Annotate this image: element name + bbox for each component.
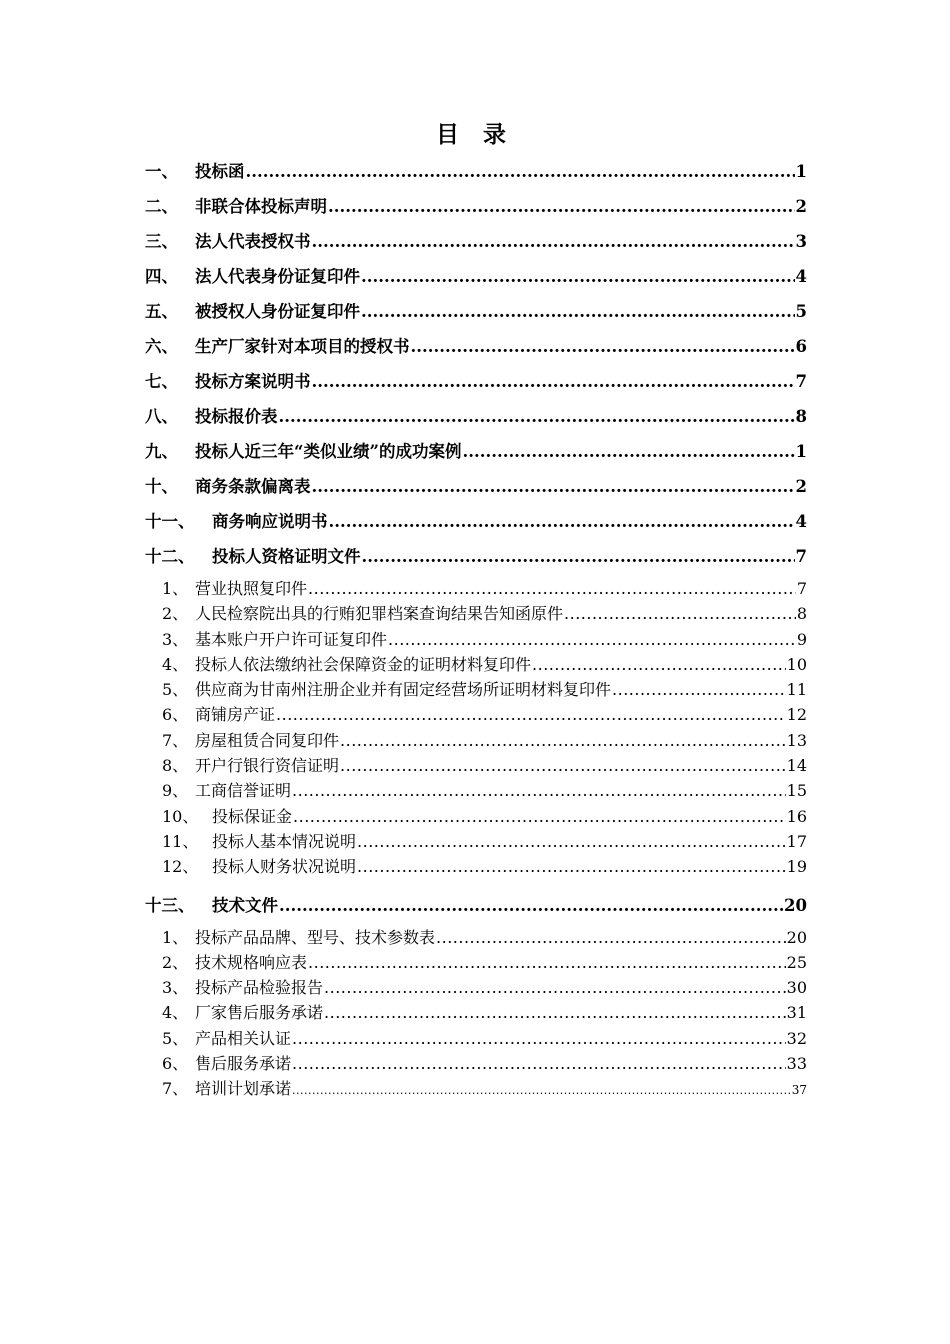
dot-leader [328,189,795,224]
dot-leader [279,399,795,434]
entry-label: 投标人近三年“类似业绩”的成功案例 [195,442,462,461]
subentry-page: 12 [786,705,807,725]
dot-leader [340,753,786,778]
dot-leader [292,1051,786,1076]
entry-number: 八、 [145,407,178,426]
subentry-page: 10 [786,654,807,674]
toc-entry-3[interactable] [145,224,807,259]
subentry-label: 房屋租赁合同复印件 [195,730,340,750]
toc-entry-4[interactable] [145,259,807,294]
toc-subentry-13-6[interactable] [145,1051,807,1076]
toc-entry-5[interactable] [145,294,807,329]
subentry-page: 17 [786,831,807,851]
dot-leader [564,601,796,626]
toc-entry-7[interactable] [145,364,807,399]
dot-leader [462,434,794,469]
subentry-page: 33 [786,1054,807,1074]
toc-subentry-12-4[interactable] [145,652,807,677]
entry-label: 投标人资格证明文件 [212,547,361,566]
toc-entry-6[interactable] [145,329,807,364]
page-title: 目 录 [435,121,514,148]
entry-page: 5 [795,302,807,321]
entry-number: 七、 [145,372,178,391]
subentry-label: 厂家售后服务承诺 [195,1003,324,1023]
dot-leader [340,728,786,753]
toc-subentry-13-3[interactable] [145,975,807,1000]
toc-subentry-12-11[interactable] [145,829,807,854]
subentry-page: 11 [786,680,807,700]
toc-subentry-12-6[interactable] [145,702,807,727]
entry-number: 二、 [145,197,178,216]
toc-entry-2[interactable] [145,189,807,224]
subentry-page: 20 [786,927,807,947]
dot-leader [532,652,786,677]
dot-leader [246,154,795,189]
dot-leader [279,888,783,923]
dot-leader [388,627,796,652]
entry-page: 1 [795,442,807,461]
subentry-page: 7 [796,579,807,598]
subentry-page: 31 [786,1003,807,1023]
entry-label: 投标函 [195,162,245,181]
dot-leader [324,975,786,1000]
toc-entry-9[interactable] [145,434,807,469]
dot-leader [308,576,796,601]
subentry-number: 2、 [162,952,189,972]
subentry-label: 培训计划承诺 [195,1079,292,1099]
subentry-label: 工商信誉证明 [195,781,292,801]
subentry-label: 投标人依法缴纳社会保障资金的证明材料复印件 [195,654,532,674]
entry-number: 四、 [145,267,178,286]
subentry-label: 投标人基本情况说明 [212,831,357,851]
subentry-number: 12、 [162,857,199,877]
entry-page: 7 [795,547,807,566]
toc-entry-10[interactable] [145,469,807,504]
subentry-number: 9、 [162,781,189,801]
subentry-page: 9 [796,629,807,649]
entry-label: 投标报价表 [195,407,278,426]
entry-label: 法人代表授权书 [195,232,311,251]
subentry-number: 1、 [162,927,189,947]
entry-number: 九、 [145,442,178,461]
entry-page: 8 [795,407,807,426]
entry-page: 1 [795,162,807,181]
subentry-label: 技术规格响应表 [195,952,308,972]
entry-label: 非联合体投标声明 [195,197,327,216]
toc-entry-11[interactable] [145,504,807,539]
entry-number: 三、 [145,232,178,251]
subentry-page: 16 [786,806,807,826]
subentry-page: 8 [796,604,807,624]
dot-leader [292,778,786,803]
entry-number: 十三、 [145,895,195,915]
dot-leader [329,504,795,539]
toc-subentry-12-1[interactable] [145,576,807,601]
toc-subentry-12-2[interactable] [145,601,807,626]
dot-leader [612,677,786,702]
subentry-label: 基本账户开户许可证复印件 [195,629,388,649]
entry-label: 被授权人身份证复印件 [195,302,360,321]
entry-page: 4 [795,267,807,286]
subentry-number: 6、 [162,705,189,725]
dot-leader [436,925,786,950]
dot-leader [312,364,795,399]
toc-subentry-13-7[interactable] [145,1076,807,1101]
toc-entry-12[interactable] [145,539,807,574]
subentry-page: 13 [786,730,807,750]
toc-subentry-13-2[interactable] [145,950,807,975]
subentry-label: 商铺房产证 [195,705,276,725]
entry-number: 十二、 [145,547,195,566]
dot-leader [292,1078,791,1103]
dot-leader [357,854,786,879]
toc-subentry-13-5[interactable] [145,1026,807,1051]
dot-leader [308,950,786,975]
entry-label: 生产厂家针对本项目的授权书 [195,337,410,356]
subentry-number: 5、 [162,680,189,700]
toc-entry-1[interactable] [145,154,807,189]
entry-page: 2 [795,477,807,496]
entry-label: 商务响应说明书 [212,512,328,531]
entry-page: 6 [795,337,807,356]
entry-label: 商务条款偏离表 [195,477,311,496]
dot-leader [411,329,795,364]
subentry-number: 1、 [162,579,189,598]
toc-subentry-12-8[interactable] [145,753,807,778]
subentry-number: 7、 [162,1079,189,1099]
subentry-page: 30 [786,978,807,998]
dot-leader [276,702,786,727]
subentry-label: 供应商为甘南州注册企业并有固定经营场所证明材料复印件 [195,680,612,700]
entry-label: 技术文件 [212,895,278,915]
subentry-page: 14 [786,756,807,776]
toc-subentry-13-4[interactable] [145,1000,807,1025]
dot-leader [361,294,795,329]
entry-page: 3 [795,232,807,251]
entry-number: 五、 [145,302,178,321]
subentry-number: 11、 [162,831,199,851]
entry-page: 7 [795,372,807,391]
entry-number: 十一、 [145,512,195,531]
toc-subentry-12-10[interactable] [145,804,807,829]
subentry-number: 3、 [162,629,189,649]
entry-number: 一、 [145,162,178,181]
subentry-page: 25 [786,952,807,972]
toc-entry-8[interactable] [145,399,807,434]
subentry-page: 15 [786,781,807,801]
toc-subentry-13-1[interactable] [145,925,807,950]
subentry-label: 售后服务承诺 [195,1054,292,1074]
toc-subentry-12-3[interactable] [145,627,807,652]
subentry-number: 5、 [162,1028,189,1048]
entry-number: 十、 [145,477,178,496]
dot-leader [361,259,795,294]
subentry-label: 营业执照复印件 [195,579,308,598]
subentry-label: 投标产品检验报告 [195,978,324,998]
subentry-number: 4、 [162,1003,189,1023]
toc-subentry-12-9[interactable] [145,778,807,803]
dot-leader [324,1000,786,1025]
entry-page: 4 [795,512,807,531]
subentry-label: 开户行银行资信证明 [195,756,340,776]
subentry-number: 4、 [162,654,189,674]
entry-page: 20 [784,895,807,915]
subentry-page: 37 [791,1083,807,1098]
dot-leader [293,804,786,829]
subentry-page: 19 [786,857,807,877]
subentry-label: 人民检察院出具的行贿犯罪档案查询结果告知函原件 [195,604,564,624]
subentry-number: 3、 [162,978,189,998]
dot-leader [292,1026,786,1051]
toc-subentry-12-7[interactable] [145,728,807,753]
entry-label: 法人代表身份证复印件 [195,267,360,286]
dot-leader [312,469,795,504]
subentry-number: 10、 [162,806,199,826]
dot-leader [362,539,795,574]
toc-subentry-12-5[interactable] [145,677,807,702]
subentry-label: 产品相关认证 [195,1028,292,1048]
toc-subentry-12-12[interactable] [145,854,807,879]
subentry-page: 32 [786,1028,807,1048]
subentry-number: 6、 [162,1054,189,1074]
subentry-label: 投标人财务状况说明 [212,857,357,877]
toc-entry-13[interactable] [145,888,807,923]
entry-page: 2 [795,197,807,216]
subentry-number: 2、 [162,604,189,624]
dot-leader [312,224,795,259]
entry-label: 投标方案说明书 [195,372,311,391]
subentry-label: 投标保证金 [212,806,293,826]
subentry-number: 8、 [162,756,189,776]
table-of-contents [145,154,807,1102]
subentry-number: 7、 [162,730,189,750]
subentry-label: 投标产品品牌、型号、技术参数表 [195,927,436,947]
dot-leader [357,829,786,854]
entry-number: 六、 [145,337,178,356]
